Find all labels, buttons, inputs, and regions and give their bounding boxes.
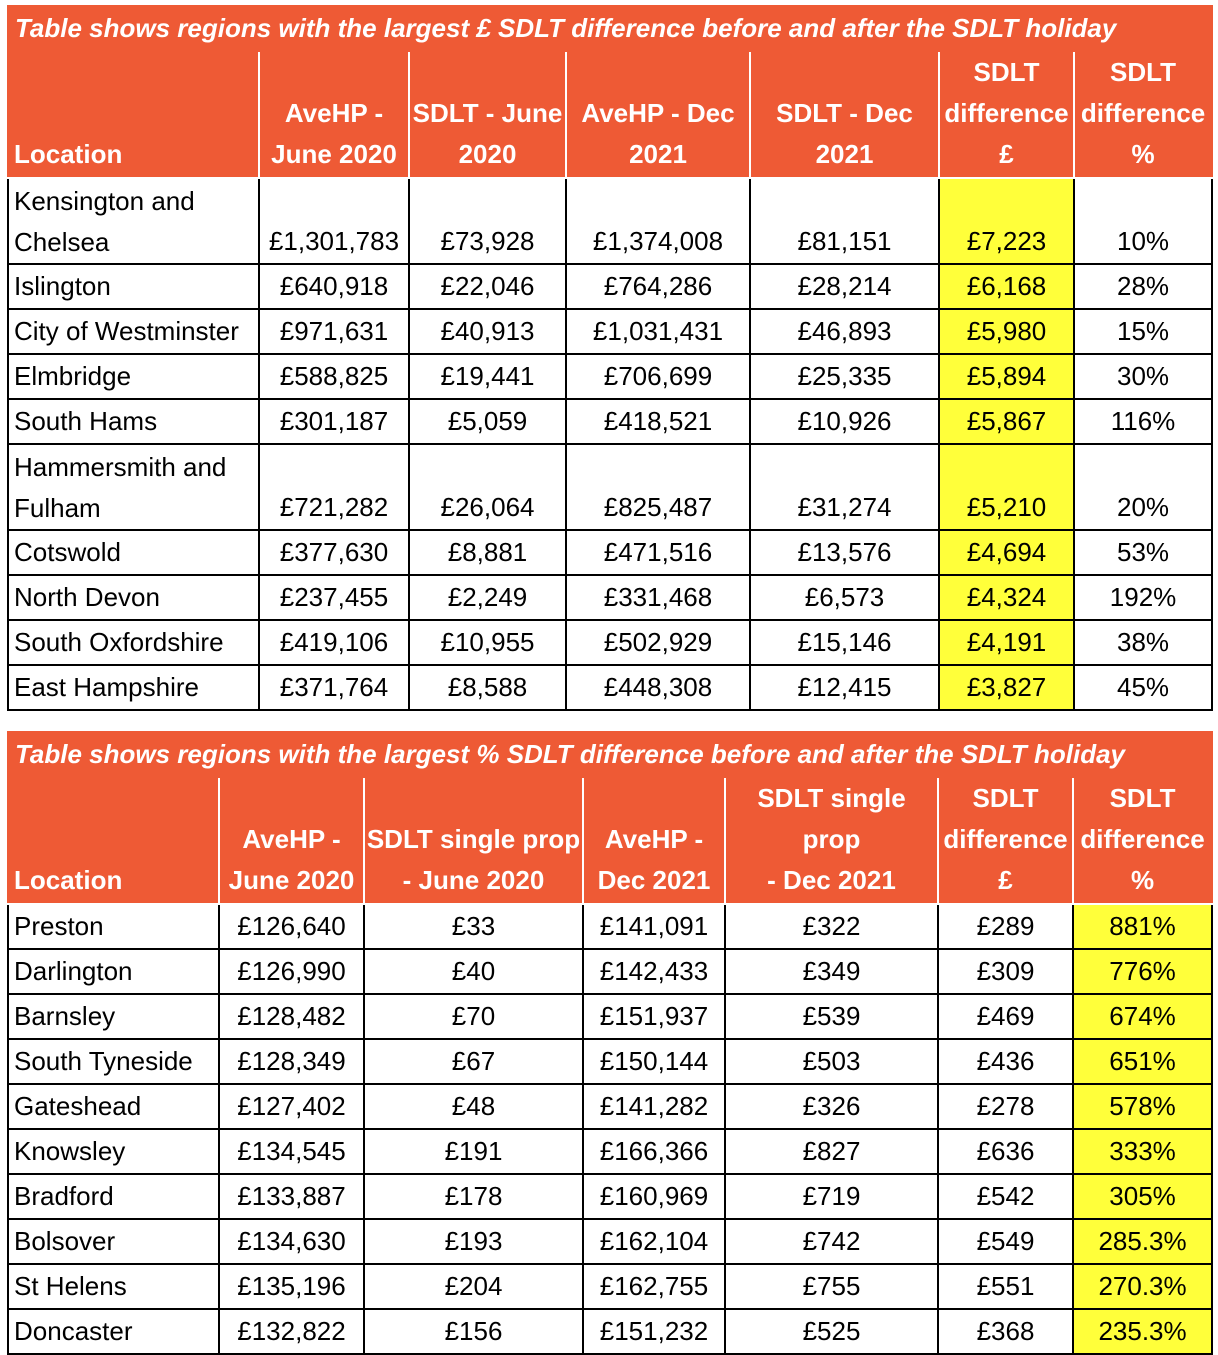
avehp-jun-cell: £133,887 — [219, 1174, 364, 1219]
table-row — [8, 949, 1212, 994]
column-header-line: AveHP - Dec — [581, 98, 735, 128]
location-cell: Islington — [8, 264, 259, 309]
diff-gbp-cell: £6,168 — [939, 264, 1074, 309]
avehp-dec-cell: £141,282 — [583, 1084, 725, 1129]
avehp-dec-cell: £162,755 — [583, 1264, 725, 1309]
diff-pct-cell: 305% — [1073, 1174, 1212, 1219]
avehp-jun-cell: £134,545 — [219, 1129, 364, 1174]
location-cell: Elmbridge — [8, 354, 259, 399]
avehp-dec-cell: £142,433 — [583, 949, 725, 994]
diff-gbp-cell: £469 — [938, 994, 1073, 1039]
diff-gbp-cell: £5,867 — [939, 399, 1074, 444]
sdlt-dec-cell: £46,893 — [750, 309, 939, 354]
sdlt-jun-cell: £48 — [364, 1084, 583, 1129]
sdlt-jun-cell: £156 — [364, 1309, 583, 1354]
sdlt-dec-cell: £719 — [725, 1174, 938, 1219]
column-header — [1074, 51, 1212, 178]
diff-gbp-cell: £3,827 — [939, 665, 1074, 710]
sdlt-jun-cell: £10,955 — [409, 620, 566, 665]
column-header-line: AveHP - — [284, 98, 384, 128]
column-header — [364, 777, 583, 904]
column-header-line: 2020 — [458, 139, 517, 169]
avehp-dec-cell: £160,969 — [583, 1174, 725, 1219]
sdlt-dec-cell: £525 — [725, 1309, 938, 1354]
diff-pct-cell: 651% — [1073, 1039, 1212, 1084]
avehp-dec-cell: £825,487 — [566, 444, 750, 530]
sdlt-jun-cell: £204 — [364, 1264, 583, 1309]
avehp-jun-cell: £301,187 — [259, 399, 409, 444]
header-row — [8, 777, 1212, 904]
diff-gbp-cell: £278 — [938, 1084, 1073, 1129]
avehp-dec-cell: £151,937 — [583, 994, 725, 1039]
avehp-jun-cell: £127,402 — [219, 1084, 364, 1129]
table-row — [8, 399, 1212, 444]
column-header — [939, 51, 1074, 178]
location-cell: Darlington — [8, 949, 219, 994]
sdlt-jun-cell: £67 — [364, 1039, 583, 1084]
diff-gbp-cell: £4,324 — [939, 575, 1074, 620]
column-header-line: difference — [943, 824, 1068, 854]
table-row — [8, 904, 1212, 949]
diff-pct-cell: 116% — [1074, 399, 1212, 444]
sdlt-jun-cell: £2,249 — [409, 575, 566, 620]
sdlt-dec-cell: £13,576 — [750, 530, 939, 575]
avehp-jun-cell: £126,990 — [219, 949, 364, 994]
table-row — [8, 1219, 1212, 1264]
column-header-line: £ — [999, 139, 1014, 169]
location-cell: Bolsover — [8, 1219, 219, 1264]
table-row — [8, 1174, 1212, 1219]
diff-pct-cell: 285.3% — [1073, 1219, 1212, 1264]
diff-pct-cell: 881% — [1073, 904, 1212, 949]
avehp-jun-cell: £237,455 — [259, 575, 409, 620]
column-header-line: 2021 — [815, 139, 874, 169]
sdlt-jun-cell: £40,913 — [409, 309, 566, 354]
avehp-dec-cell: £1,031,431 — [566, 309, 750, 354]
sdlt-dec-cell: £539 — [725, 994, 938, 1039]
column-header — [409, 51, 566, 178]
column-header — [8, 51, 259, 178]
table-title-row — [8, 6, 1212, 51]
location-cell: Gateshead — [8, 1084, 219, 1129]
sdlt-dec-cell: £31,274 — [750, 444, 939, 530]
location-line: Chelsea — [14, 227, 110, 257]
diff-pct-cell: 28% — [1074, 264, 1212, 309]
column-header-line: SDLT — [973, 57, 1040, 87]
column-header-line: Location — [14, 139, 123, 169]
location-cell: South Oxfordshire — [8, 620, 259, 665]
avehp-jun-cell: £971,631 — [259, 309, 409, 354]
column-header — [219, 777, 364, 904]
location-cell: North Devon — [8, 575, 259, 620]
column-header-line: - Dec 2021 — [767, 865, 896, 895]
column-header-line: SDLT — [1109, 783, 1176, 813]
avehp-jun-cell: £377,630 — [259, 530, 409, 575]
column-header — [1073, 777, 1212, 904]
location-cell: Bradford — [8, 1174, 219, 1219]
location-cell: East Hampshire — [8, 665, 259, 710]
sdlt-dec-cell: £326 — [725, 1084, 938, 1129]
column-header-line: - June 2020 — [402, 865, 545, 895]
diff-gbp-cell: £368 — [938, 1309, 1073, 1354]
column-header-line: SDLT — [1110, 57, 1176, 87]
location-cell — [8, 178, 259, 264]
diff-pct-cell: 674% — [1073, 994, 1212, 1039]
location-cell: Barnsley — [8, 994, 219, 1039]
column-header-line: Location — [14, 865, 123, 895]
diff-pct-cell: 15% — [1074, 309, 1212, 354]
column-header-line: Dec 2021 — [597, 865, 711, 895]
sdlt-dec-cell: £827 — [725, 1129, 938, 1174]
sdlt-jun-cell: £22,046 — [409, 264, 566, 309]
avehp-dec-cell: £151,232 — [583, 1309, 725, 1354]
column-header — [938, 777, 1073, 904]
location-line: Kensington and — [14, 186, 195, 216]
location-cell: South Tyneside — [8, 1039, 219, 1084]
avehp-jun-cell: £588,825 — [259, 354, 409, 399]
location-cell: Cotswold — [8, 530, 259, 575]
table-row — [8, 354, 1212, 399]
column-header — [8, 777, 219, 904]
column-header-line: £ — [998, 865, 1013, 895]
diff-pct-cell: 10% — [1074, 178, 1212, 264]
sdlt-jun-cell: £178 — [364, 1174, 583, 1219]
column-header — [566, 51, 750, 178]
diff-pct-cell: 192% — [1074, 575, 1212, 620]
column-header-line: AveHP - — [242, 824, 341, 854]
sdlt-dec-cell: £6,573 — [750, 575, 939, 620]
avehp-jun-cell: £640,918 — [259, 264, 409, 309]
sdlt-jun-cell: £33 — [364, 904, 583, 949]
table-row — [8, 1309, 1212, 1354]
diff-pct-cell: 333% — [1073, 1129, 1212, 1174]
avehp-dec-cell: £502,929 — [566, 620, 750, 665]
sdlt-jun-cell: £26,064 — [409, 444, 566, 530]
sdlt-dec-cell: £81,151 — [750, 178, 939, 264]
avehp-jun-cell: £128,482 — [219, 994, 364, 1039]
diff-gbp-cell: £4,191 — [939, 620, 1074, 665]
avehp-dec-cell: £141,091 — [583, 904, 725, 949]
diff-gbp-cell: £549 — [938, 1219, 1073, 1264]
diff-pct-cell: 53% — [1074, 530, 1212, 575]
avehp-jun-cell: £721,282 — [259, 444, 409, 530]
diff-gbp-cell: £5,980 — [939, 309, 1074, 354]
diff-pct-cell: 776% — [1073, 949, 1212, 994]
sdlt-gbp-difference-table — [7, 5, 1213, 711]
diff-gbp-cell: £309 — [938, 949, 1073, 994]
diff-pct-cell: 45% — [1074, 665, 1212, 710]
location-cell: Knowsley — [8, 1129, 219, 1174]
table-title-row — [8, 732, 1212, 777]
avehp-jun-cell: £126,640 — [219, 904, 364, 949]
avehp-dec-cell: £706,699 — [566, 354, 750, 399]
sdlt-dec-cell: £25,335 — [750, 354, 939, 399]
location-line: Hammersmith and — [14, 452, 227, 482]
sdlt-jun-cell: £5,059 — [409, 399, 566, 444]
avehp-jun-cell: £134,630 — [219, 1219, 364, 1264]
column-header-line: % — [1131, 139, 1155, 169]
sdlt-jun-cell: £73,928 — [409, 178, 566, 264]
column-header-line: % — [1130, 865, 1155, 895]
column-header-line: June 2020 — [271, 139, 397, 169]
table-row — [8, 264, 1212, 309]
header-row — [8, 51, 1212, 178]
column-header-line: difference — [1080, 98, 1206, 128]
column-header — [725, 777, 938, 904]
avehp-dec-cell: £162,104 — [583, 1219, 725, 1264]
column-header-line: difference — [944, 98, 1069, 128]
table-row — [8, 178, 1212, 264]
diff-gbp-cell: £4,694 — [939, 530, 1074, 575]
avehp-dec-cell: £448,308 — [566, 665, 750, 710]
diff-gbp-cell: £289 — [938, 904, 1073, 949]
diff-gbp-cell: £5,210 — [939, 444, 1074, 530]
location-cell: St Helens — [8, 1264, 219, 1309]
diff-gbp-cell: £636 — [938, 1129, 1073, 1174]
sdlt-dec-cell: £755 — [725, 1264, 938, 1309]
avehp-dec-cell: £1,374,008 — [566, 178, 750, 264]
table-row — [8, 994, 1212, 1039]
avehp-jun-cell: £371,764 — [259, 665, 409, 710]
diff-gbp-cell: £7,223 — [939, 178, 1074, 264]
sdlt-jun-cell: £8,881 — [409, 530, 566, 575]
sdlt-jun-cell: £19,441 — [409, 354, 566, 399]
table-row — [8, 665, 1212, 710]
sdlt-jun-cell: £8,588 — [409, 665, 566, 710]
location-line: Fulham — [14, 493, 101, 523]
table-row — [8, 530, 1212, 575]
column-header-line: SDLT single prop — [366, 824, 581, 854]
location-cell: City of Westminster — [8, 309, 259, 354]
avehp-dec-cell: £166,366 — [583, 1129, 725, 1174]
table-row — [8, 1039, 1212, 1084]
diff-gbp-cell: £542 — [938, 1174, 1073, 1219]
table-row — [8, 309, 1212, 354]
sdlt-pct-difference-table — [7, 731, 1213, 1355]
column-header-line: AveHP - — [604, 824, 704, 854]
column-header — [259, 51, 409, 178]
table-row — [8, 575, 1212, 620]
table-row — [8, 444, 1212, 530]
diff-pct-cell: 38% — [1074, 620, 1212, 665]
table-row — [8, 1084, 1212, 1129]
column-header — [750, 51, 939, 178]
table-row — [8, 1264, 1212, 1309]
sdlt-dec-cell: £28,214 — [750, 264, 939, 309]
diff-gbp-cell: £5,894 — [939, 354, 1074, 399]
column-header-line: 2021 — [629, 139, 687, 169]
avehp-dec-cell: £418,521 — [566, 399, 750, 444]
diff-pct-cell: 270.3% — [1073, 1264, 1212, 1309]
avehp-dec-cell: £764,286 — [566, 264, 750, 309]
avehp-dec-cell: £150,144 — [583, 1039, 725, 1084]
avehp-jun-cell: £135,196 — [219, 1264, 364, 1309]
avehp-dec-cell: £331,468 — [566, 575, 750, 620]
sdlt-dec-cell: £742 — [725, 1219, 938, 1264]
avehp-dec-cell: £471,516 — [566, 530, 750, 575]
diff-gbp-cell: £551 — [938, 1264, 1073, 1309]
sdlt-dec-cell: £15,146 — [750, 620, 939, 665]
sdlt-dec-cell: £322 — [725, 904, 938, 949]
diff-pct-cell: 235.3% — [1073, 1309, 1212, 1354]
sdlt-dec-cell: £503 — [725, 1039, 938, 1084]
sdlt-jun-cell: £40 — [364, 949, 583, 994]
diff-gbp-cell: £436 — [938, 1039, 1073, 1084]
sdlt-jun-cell: £193 — [364, 1219, 583, 1264]
column-header-line: difference — [1080, 824, 1205, 854]
sdlt-dec-cell: £10,926 — [750, 399, 939, 444]
sdlt-jun-cell: £70 — [364, 994, 583, 1039]
sdlt-dec-cell: £12,415 — [750, 665, 939, 710]
location-cell: Preston — [8, 904, 219, 949]
location-cell — [8, 444, 259, 530]
sdlt-dec-cell: £349 — [725, 949, 938, 994]
diff-pct-cell: 30% — [1074, 354, 1212, 399]
table-title: Table shows regions with the largest £ SDLT difference before and after the SDLT holiday — [8, 6, 1212, 51]
column-header-line: June 2020 — [228, 865, 355, 895]
avehp-jun-cell: £1,301,783 — [259, 178, 409, 264]
column-header-line: SDLT — [972, 783, 1039, 813]
column-header-line: SDLT single prop — [757, 783, 906, 854]
diff-pct-cell: 578% — [1073, 1084, 1212, 1129]
avehp-jun-cell: £132,822 — [219, 1309, 364, 1354]
table-row — [8, 1129, 1212, 1174]
column-header — [583, 777, 725, 904]
table-row — [8, 620, 1212, 665]
location-cell: Doncaster — [8, 1309, 219, 1354]
avehp-jun-cell: £419,106 — [259, 620, 409, 665]
avehp-jun-cell: £128,349 — [219, 1039, 364, 1084]
column-header-line: SDLT - Dec — [776, 98, 913, 128]
sdlt-jun-cell: £191 — [364, 1129, 583, 1174]
diff-pct-cell: 20% — [1074, 444, 1212, 530]
location-cell: South Hams — [8, 399, 259, 444]
table-title: Table shows regions with the largest % SDLT difference before and after the SDLT holiday — [8, 732, 1212, 777]
column-header-line: SDLT - June — [412, 98, 563, 128]
